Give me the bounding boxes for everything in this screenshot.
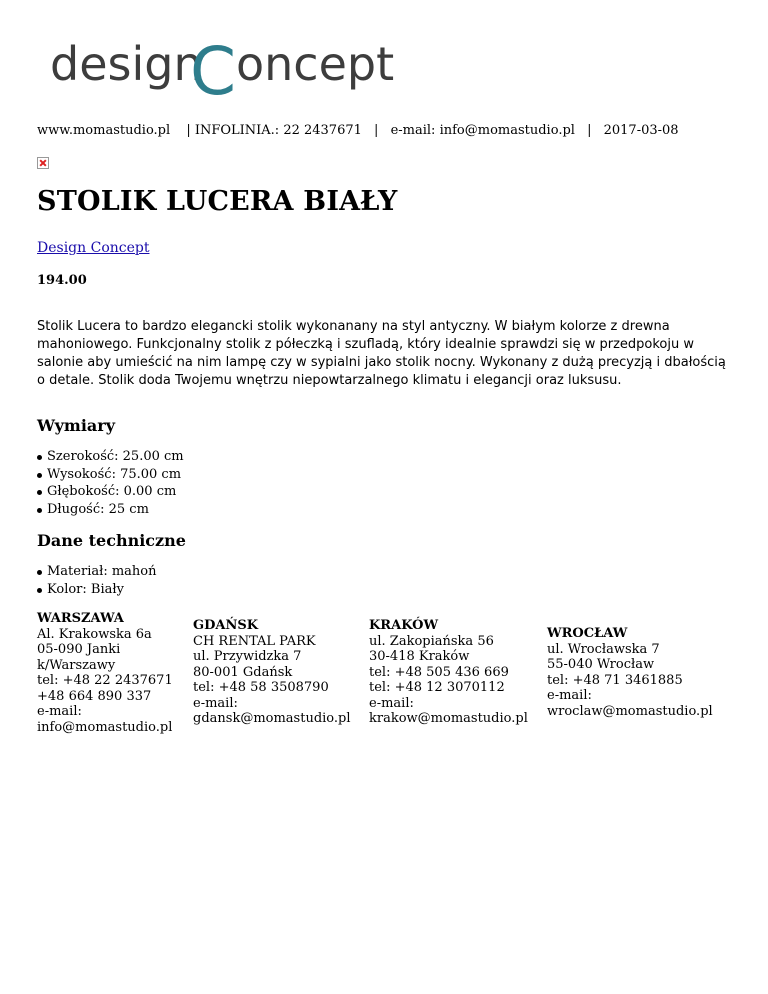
- header-date: 2017-03-08: [603, 123, 679, 138]
- office-line: k/Warszawy: [37, 657, 116, 673]
- office-line: 05-090 Janki: [37, 642, 121, 657]
- logo-text-left: design: [50, 38, 203, 91]
- office-line: ul. Przywidzka 7: [193, 649, 302, 664]
- list-item: Szerokość: 25.00 cm: [37, 448, 184, 466]
- office-email[interactable]: gdansk@momastudio.pl: [193, 711, 351, 726]
- technical-heading: Dane techniczne: [37, 531, 186, 550]
- office-krakow: [369, 618, 539, 727]
- office-line: tel: +48 12 3070112: [369, 680, 505, 695]
- brand-logo: [50, 38, 410, 100]
- header-email[interactable]: e-mail: info@momastudio.pl: [390, 123, 575, 138]
- office-email[interactable]: krakow@momastudio.pl: [369, 711, 528, 726]
- office-email[interactable]: wroclaw@momastudio.pl: [547, 703, 713, 719]
- office-line: ul. Wrocławska 7: [547, 641, 660, 657]
- office-line: e-mail:: [193, 695, 238, 711]
- office-line: tel: +48 58 3508790: [193, 680, 329, 695]
- list-item: Materiał: mahoń: [37, 563, 156, 581]
- list-item: Wysokość: 75.00 cm: [37, 466, 184, 484]
- office-city: WROCŁAW: [547, 626, 628, 641]
- office-line: ul. Zakopiańska 56: [369, 633, 494, 649]
- office-line: 30-418 Kraków: [369, 649, 470, 664]
- office-line: CH RENTAL PARK: [193, 633, 316, 649]
- page-title: STOLIK LUCERA BIAŁY: [37, 186, 398, 217]
- office-wroclaw: [547, 626, 727, 719]
- office-line: tel: +48 505 436 669: [369, 664, 509, 680]
- info-bar: [37, 123, 679, 138]
- dimensions-heading: Wymiary: [37, 416, 116, 435]
- product-price: 194.00: [37, 273, 87, 288]
- logo-text-right: oncept: [236, 38, 395, 91]
- list-item: Kolor: Biały: [37, 581, 156, 599]
- office-email[interactable]: info@momastudio.pl: [37, 719, 173, 735]
- brand-link[interactable]: Design Concept: [37, 240, 150, 256]
- infolinia-text: | INFOLINIA.: 22 2437671: [186, 123, 362, 138]
- office-city: GDAŃSK: [193, 618, 259, 633]
- office-city: KRAKÓW: [369, 618, 439, 633]
- office-line: e-mail:: [37, 704, 82, 719]
- separator: |: [374, 123, 379, 138]
- product-description: Stolik Lucera to bardzo elegancki stolik wykonanany na styl antyczny. W białym kolorze z drewna mahoniowego. Funkcjonalny stolik z półeczką i szufladą, który idealnie sprawdzi się w przedpokoju w salonie aby umieścić na nim lampę czy w sypialni jako stolik nocny. Wykonany z dużą precyzją i dbałością o detale. Stolik doda Twojemu wnętrzu niepowtarzalnego klimatu i elegancji oraz luksusu.: [37, 319, 726, 388]
- office-line: tel: +48 22 2437671: [37, 673, 173, 688]
- list-item: Długość: 25 cm: [37, 501, 184, 519]
- website-link[interactable]: www.momastudio.pl: [37, 123, 171, 138]
- office-line: 80-001 Gdańsk: [193, 664, 293, 680]
- separator: |: [587, 123, 592, 138]
- office-line: Al. Krakowska 6a: [37, 626, 152, 642]
- technical-list: [37, 563, 156, 598]
- broken-image-icon: [37, 157, 49, 169]
- office-gdansk: [193, 618, 363, 727]
- list-item: Głębokość: 0.00 cm: [37, 483, 184, 501]
- office-warszawa: [37, 611, 187, 735]
- office-line: +48 664 890 337: [37, 688, 152, 704]
- office-city: WARSZAWA: [37, 611, 124, 626]
- office-line: 55-040 Wrocław: [547, 657, 655, 672]
- dimensions-list: [37, 448, 184, 518]
- office-line: e-mail:: [369, 695, 414, 711]
- office-line: e-mail:: [547, 688, 592, 703]
- office-line: tel: +48 71 3461885: [547, 672, 683, 688]
- logo-text-c: C: [190, 38, 237, 100]
